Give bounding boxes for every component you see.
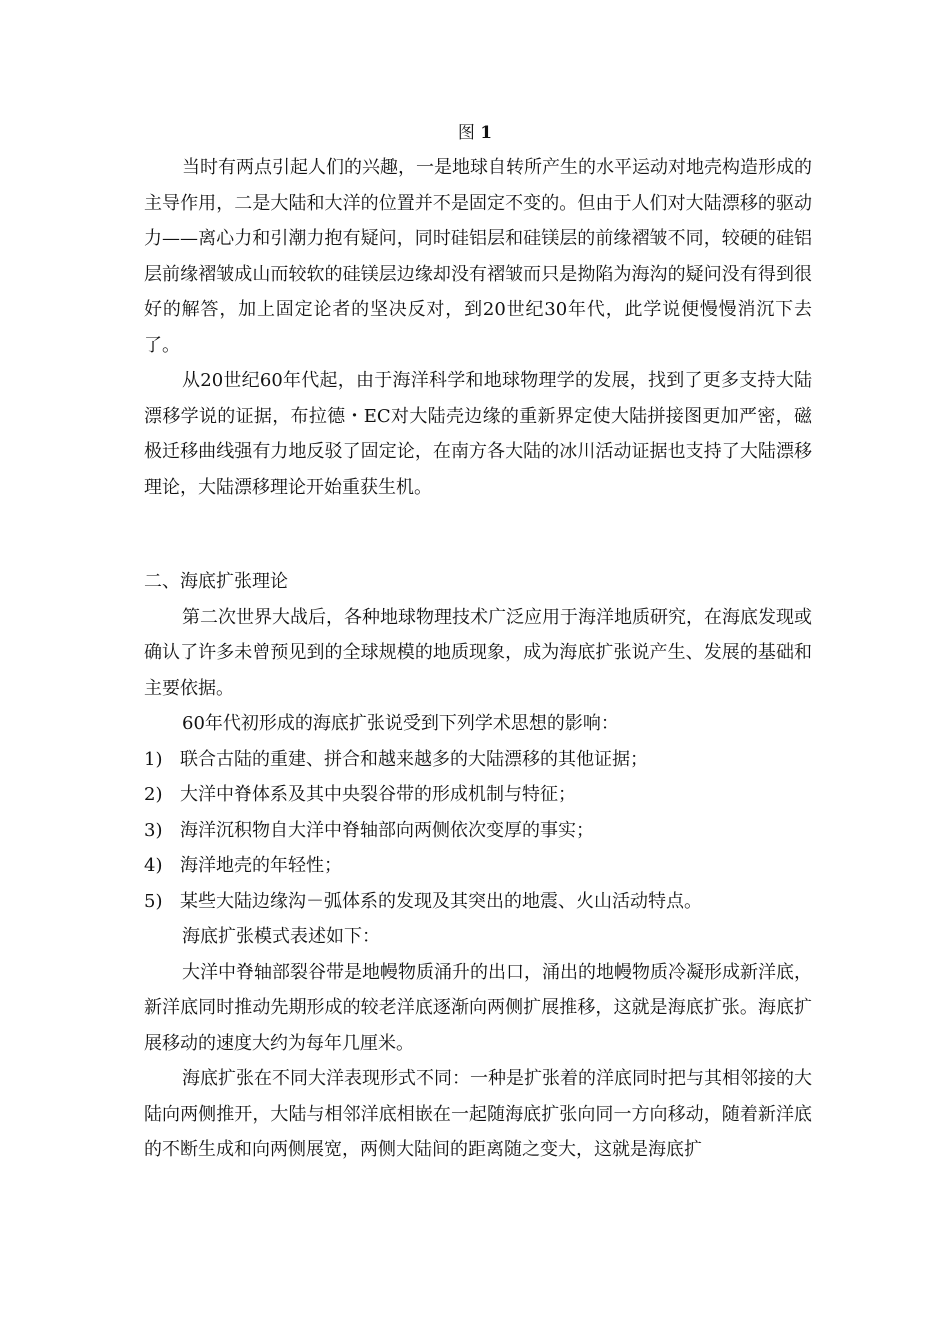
figure-caption — [0, 120, 950, 146]
list-item-text: 海洋地壳的年轻性； — [180, 855, 342, 876]
seafloor-spreading-section — [144, 564, 812, 1168]
list-item-text: 大洋中脊体系及其中央裂谷带的形成机制与特征； — [180, 784, 576, 805]
list-item-index: 4) — [144, 855, 163, 876]
figure-caption-number: 1 — [480, 123, 493, 143]
list-item — [144, 813, 812, 849]
list-item — [144, 777, 812, 813]
section-heading: 二、海底扩张理论 — [144, 571, 288, 592]
paragraph-list-lead: 60年代初形成的海底扩张说受到下列学术思想的影响： — [182, 713, 619, 734]
list-item-index: 3) — [144, 819, 163, 841]
list-item-index: 5) — [144, 890, 163, 912]
paragraph-intro: 第二次世界大战后，各种地球物理技术广泛应用于海洋地质研究，在海底发现或确认了许多未曾预见到的全球规模的地质现象，成为海底扩张说产生、发展的基础和主要依据。 — [144, 606, 812, 699]
paragraph-model: 大洋中脊轴部裂谷带是地幔物质涌升的出口，涌出的地幔物质冷凝形成新洋底，新洋底同时推动先期形成的较老洋底逐渐向两侧扩展推移，这就是海底扩张。海底扩展移动的速度大约为每年几厘米。 — [144, 961, 812, 1054]
list-item-index: 1) — [144, 748, 163, 770]
list-item — [144, 884, 812, 920]
list-item-text: 某些大陆边缘沟－弧体系的发现及其突出的地震、火山活动特点。 — [180, 890, 702, 912]
figure-caption-prefix: 图 — [457, 123, 475, 143]
paragraph-drift-decline: 当时有两点引起人们的兴趣，一是地球自转所产生的水平运动对地壳构造形成的主导作用，二是大陆和大洋的位置并不是固定不变的。但由于人们对大陆漂移的驱动力——离心力和引潮力抱有疑问，同时硅铝层和硅镁层的前缘褶皱不同，较硬的硅铝层前缘褶皱成山而较软的硅镁层边缘却没有褶皱而只是拗陷为海沟的疑问没有得到很好的解答，加上固定论者的坚决反对，到20世纪30年代，此学说便慢慢消沉下去了。 — [144, 157, 812, 356]
paragraph-forms: 海底扩张在不同大洋表现形式不同：一种是扩张着的洋底同时把与其相邻接的大陆向两侧推开，大陆与相邻洋底相嵌在一起随海底扩张向同一方向移动，随着新洋底的不断生成和向两侧展宽，两侧大陆间的距离随之变大，这就是海底扩 — [144, 1068, 812, 1160]
list-item-text: 联合古陆的重建、拼合和越来越多的大陆漂移的其他证据； — [180, 748, 648, 770]
paragraph-drift-revival: 从20世纪60年代起，由于海洋科学和地球物理学的发展，找到了更多支持大陆漂移学说的证据，布拉德・EC对大陆壳边缘的重新界定使大陆拼接图更加严密，磁极迁移曲线强有力地反驳了固定论，在南方各大陆的冰川活动证据也支持了大陆漂移理论，大陆漂移理论开始重获生机。 — [144, 370, 812, 498]
list-item — [144, 742, 812, 778]
list-item-text: 海洋沉积物自大洋中脊轴部向两侧依次变厚的事实； — [180, 819, 594, 841]
drift-theory-text-block — [144, 150, 812, 505]
list-item-index: 2) — [144, 784, 163, 805]
list-item — [144, 848, 812, 884]
paragraph-model-lead: 海底扩张模式表述如下： — [182, 926, 380, 947]
